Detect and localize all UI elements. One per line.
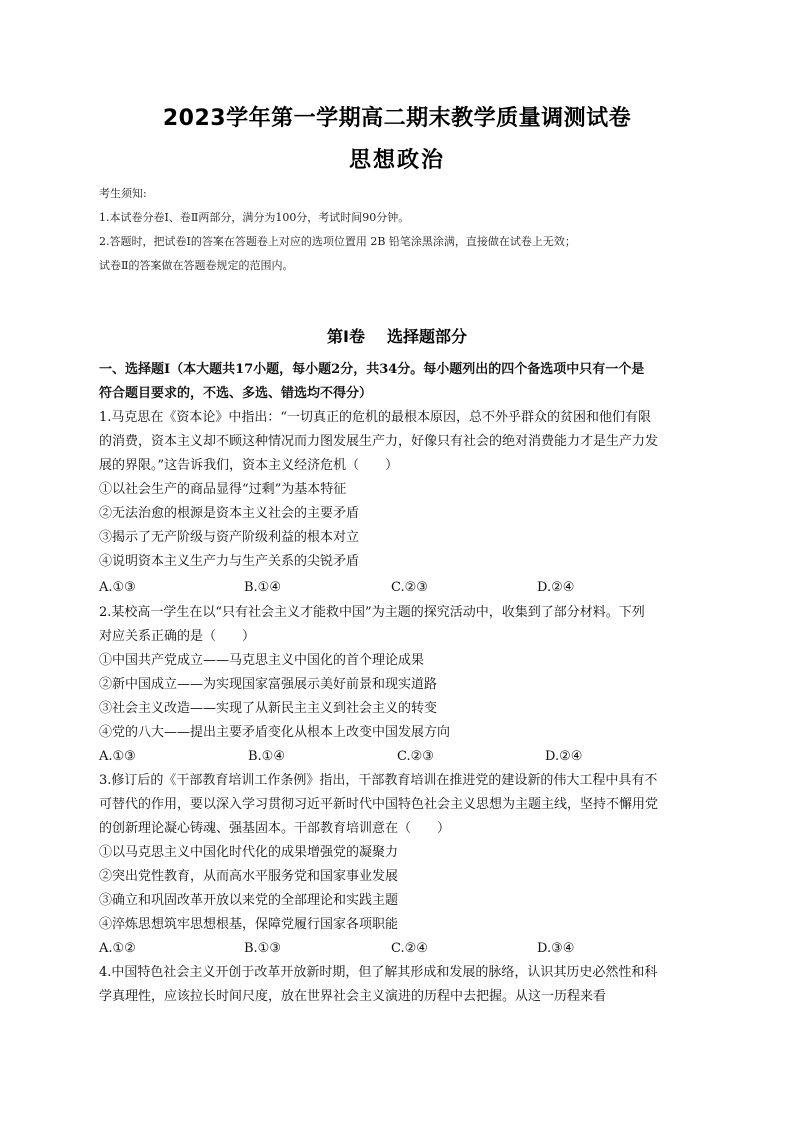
question-1-statement: ④说明资本主义生产力与生产关系的尖锐矛盾: [99, 554, 360, 569]
option-d: D.②④: [537, 580, 575, 595]
question-4-stem-line: 学真理性，应该拉长时间尺度，放在世界社会主义演进的历程中去把握。从这一历程来看: [99, 989, 607, 1004]
option-a: A.①②: [99, 941, 136, 956]
question-1-statement: ②无法治愈的根源是资本主义社会的主要矛盾: [99, 506, 360, 521]
question-2-statement: ①中国共产党成立——马克思主义中国化的首个理论成果: [99, 653, 425, 668]
option-b: B.①④: [248, 749, 285, 764]
option-d: D.③④: [537, 941, 575, 956]
question-3-stem-line: 3.修订后的《干部教育培训工作条例》指出，干部教育培训在推进党的建设新的伟大工程中具有不: [99, 773, 658, 788]
exam-subject: 思想政治: [348, 148, 445, 173]
option-c: C.②④: [391, 941, 428, 956]
question-3-stem-line: 的创新理论凝心铸魂、强基固本。干部教育培训意在（ ）: [99, 821, 451, 836]
notice-item-2-line-1: 2.答题时，把试卷Ⅰ的答案在答题卷上对应的选项位置用 2B 铅笔涂黑涂满，直接做在试卷上无效；: [99, 235, 576, 248]
question-3-stem-line: 可替代的作用，要以深入学习贯彻习近平新时代中国特色社会主义思想为主题主线，坚持不懈用党: [99, 797, 659, 812]
section-name: 选择题部分: [386, 327, 467, 346]
exam-title: 2023学年第一学期高二期末教学质量调测试卷: [162, 106, 632, 131]
option-a: A.①③: [99, 749, 136, 764]
question-3-statement: ①以马克思主义中国化时代化的成果增强党的凝聚力: [99, 845, 399, 860]
notice-item-2-line-2: 试卷Ⅱ的答案做在答题卷规定的范围内。: [99, 259, 294, 272]
option-a: A.①③: [99, 580, 136, 595]
question-2-options: [99, 745, 703, 769]
option-c: C.②③: [397, 749, 434, 764]
question-1-statement: ③揭示了无产阶级与资产阶级利益的根本对立: [99, 530, 360, 545]
question-3-statement: ②突出党性教育，从而高水平服务党和国家事业发展: [99, 869, 399, 884]
question-1-stem-line: 1.马克思在《资本论》中指出：“一切真正的危机的最根本原因，总不外乎群众的贫困和他们有限: [99, 410, 652, 425]
instructions-line-1: 一、选择题Ⅰ（本大题共17小题，每小题2分，共34分。每小题列出的四个备选项中只有一个是: [99, 362, 645, 377]
option-c: C.②③: [391, 580, 428, 595]
section-title: [0, 324, 794, 347]
question-1-statement: ①以社会生产的商品显得“过剩”为基本特征: [99, 482, 347, 497]
notice-item-1: 1.本试卷分卷Ⅰ、卷Ⅱ两部分，满分为100分，考试时间90分钟。: [99, 211, 410, 224]
question-2-statement: ④党的八大——提出主要矛盾变化从根本上改变中国发展方向: [99, 725, 451, 740]
question-1-stem-line: 展的界限。”这告诉我们，资本主义经济危机（ ）: [99, 458, 399, 473]
question-4-stem-line: 4.中国特色社会主义开创于改革开放新时期，但了解其形成和发展的脉络，认识其历史必然性和科: [99, 965, 658, 980]
question-3-statement: ③确立和巩固改革开放以来党的全部理论和实践主题: [99, 893, 399, 908]
question-3-statement: ④淬炼思想筑牢思想根基，保障党履行国家各项职能: [99, 917, 399, 932]
question-2-statement: ②新中国成立——为实现国家富强展示美好前景和现实道路: [99, 677, 438, 692]
question-2-statement: ③社会主义改造——实现了从新民主主义到社会主义的转变: [99, 701, 438, 716]
option-b: B.①④: [244, 580, 281, 595]
option-b: B.①③: [244, 941, 281, 956]
section-part: 第Ⅰ卷: [327, 327, 365, 346]
question-1-options: [99, 576, 703, 600]
question-3-options: [99, 937, 703, 961]
question-2-stem-line: 对应关系正确的是（ ）: [99, 629, 256, 644]
notice-heading: 考生须知:: [99, 187, 147, 200]
option-d: D.②④: [545, 749, 583, 764]
question-1-stem-line: 的消费，资本主义却不顾这种情况而力图发展生产力，好像只有社会的绝对消费能力才是生产力发: [99, 434, 659, 449]
question-2-stem-line: 2.某校高一学生在以“只有社会主义才能救中国”为主题的探究活动中，收集到了部分材料。下列: [99, 605, 645, 620]
instructions-line-2: 符合题目要求的，不选、多选、错选均不得分）: [99, 386, 373, 401]
